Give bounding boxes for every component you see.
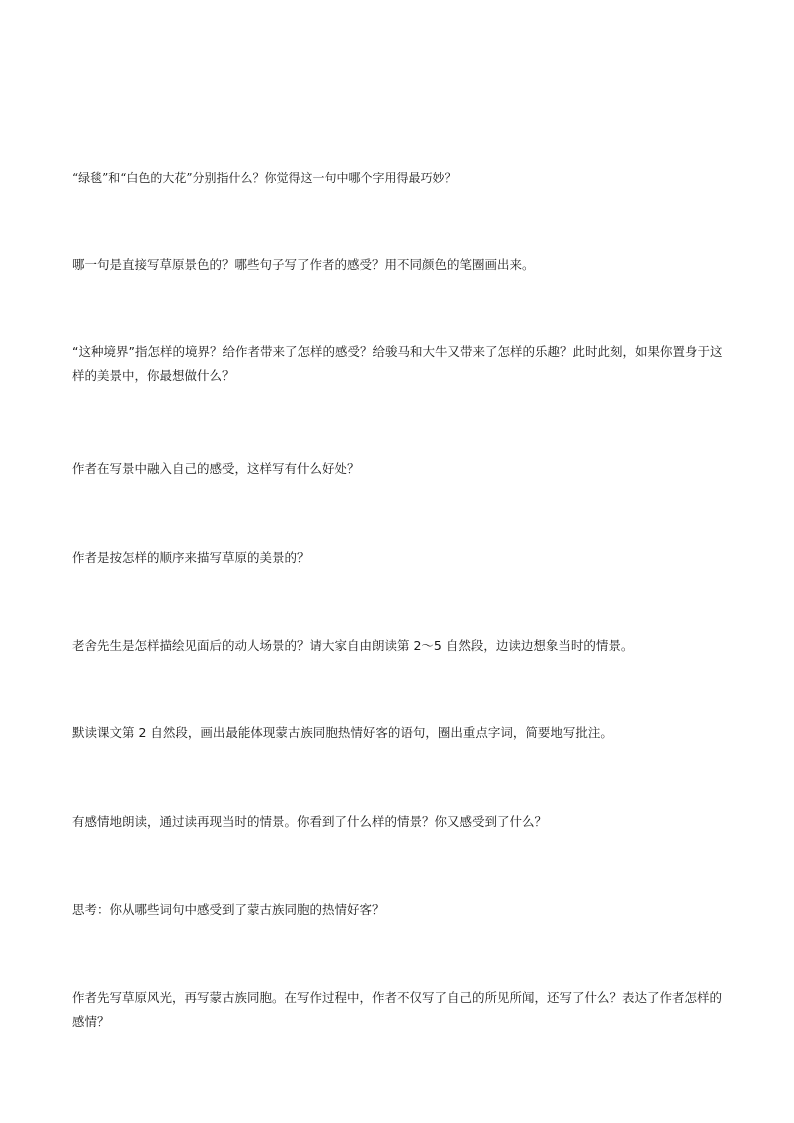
question-6: 老舍先生是怎样描绘见面后的动人场景的？请大家自由朗读第 2～5 自然段，边读边想象当时的情景。 bbox=[72, 638, 634, 653]
question-4: 作者在写景中融入自己的感受，这样写有什么好处？ bbox=[72, 461, 360, 476]
question-3: “这种境界”指怎样的境界？给作者带来了怎样的感受？给骏马和大牛又带来了怎样的乐趣？此时此刻，如果你置身于这样的美景中，你最想做什么？ bbox=[72, 344, 723, 383]
question-1: “绿毯”和“白色的大花”分别指什么？你觉得这一句中哪个字用得最巧妙？ bbox=[72, 171, 457, 185]
question-5: 作者是按怎样的顺序来描写草原的美景的？ bbox=[72, 550, 310, 565]
question-8: 有感情地朗读，通过读再现当时的情景。你看到了什么样的情景？你又感受到了什么？ bbox=[72, 814, 548, 829]
question-10: 作者先写草原风光，再写蒙古族同胞。在写作过程中，作者不仅写了自己的所见所闻，还写了什么？表达了作者怎样的感情？ bbox=[72, 990, 723, 1029]
question-7: 默读课文第 2 自然段，画出最能体现蒙古族同胞热情好客的语句，圈出重点字词，简要地写批注。 bbox=[72, 725, 613, 740]
question-2: 哪一句是直接写草原景色的？哪些句子写了作者的感受？用不同颜色的笔圈画出来。 bbox=[72, 257, 535, 272]
question-9: 思考：你从哪些词句中感受到了蒙古族同胞的热情好客？ bbox=[72, 902, 385, 917]
